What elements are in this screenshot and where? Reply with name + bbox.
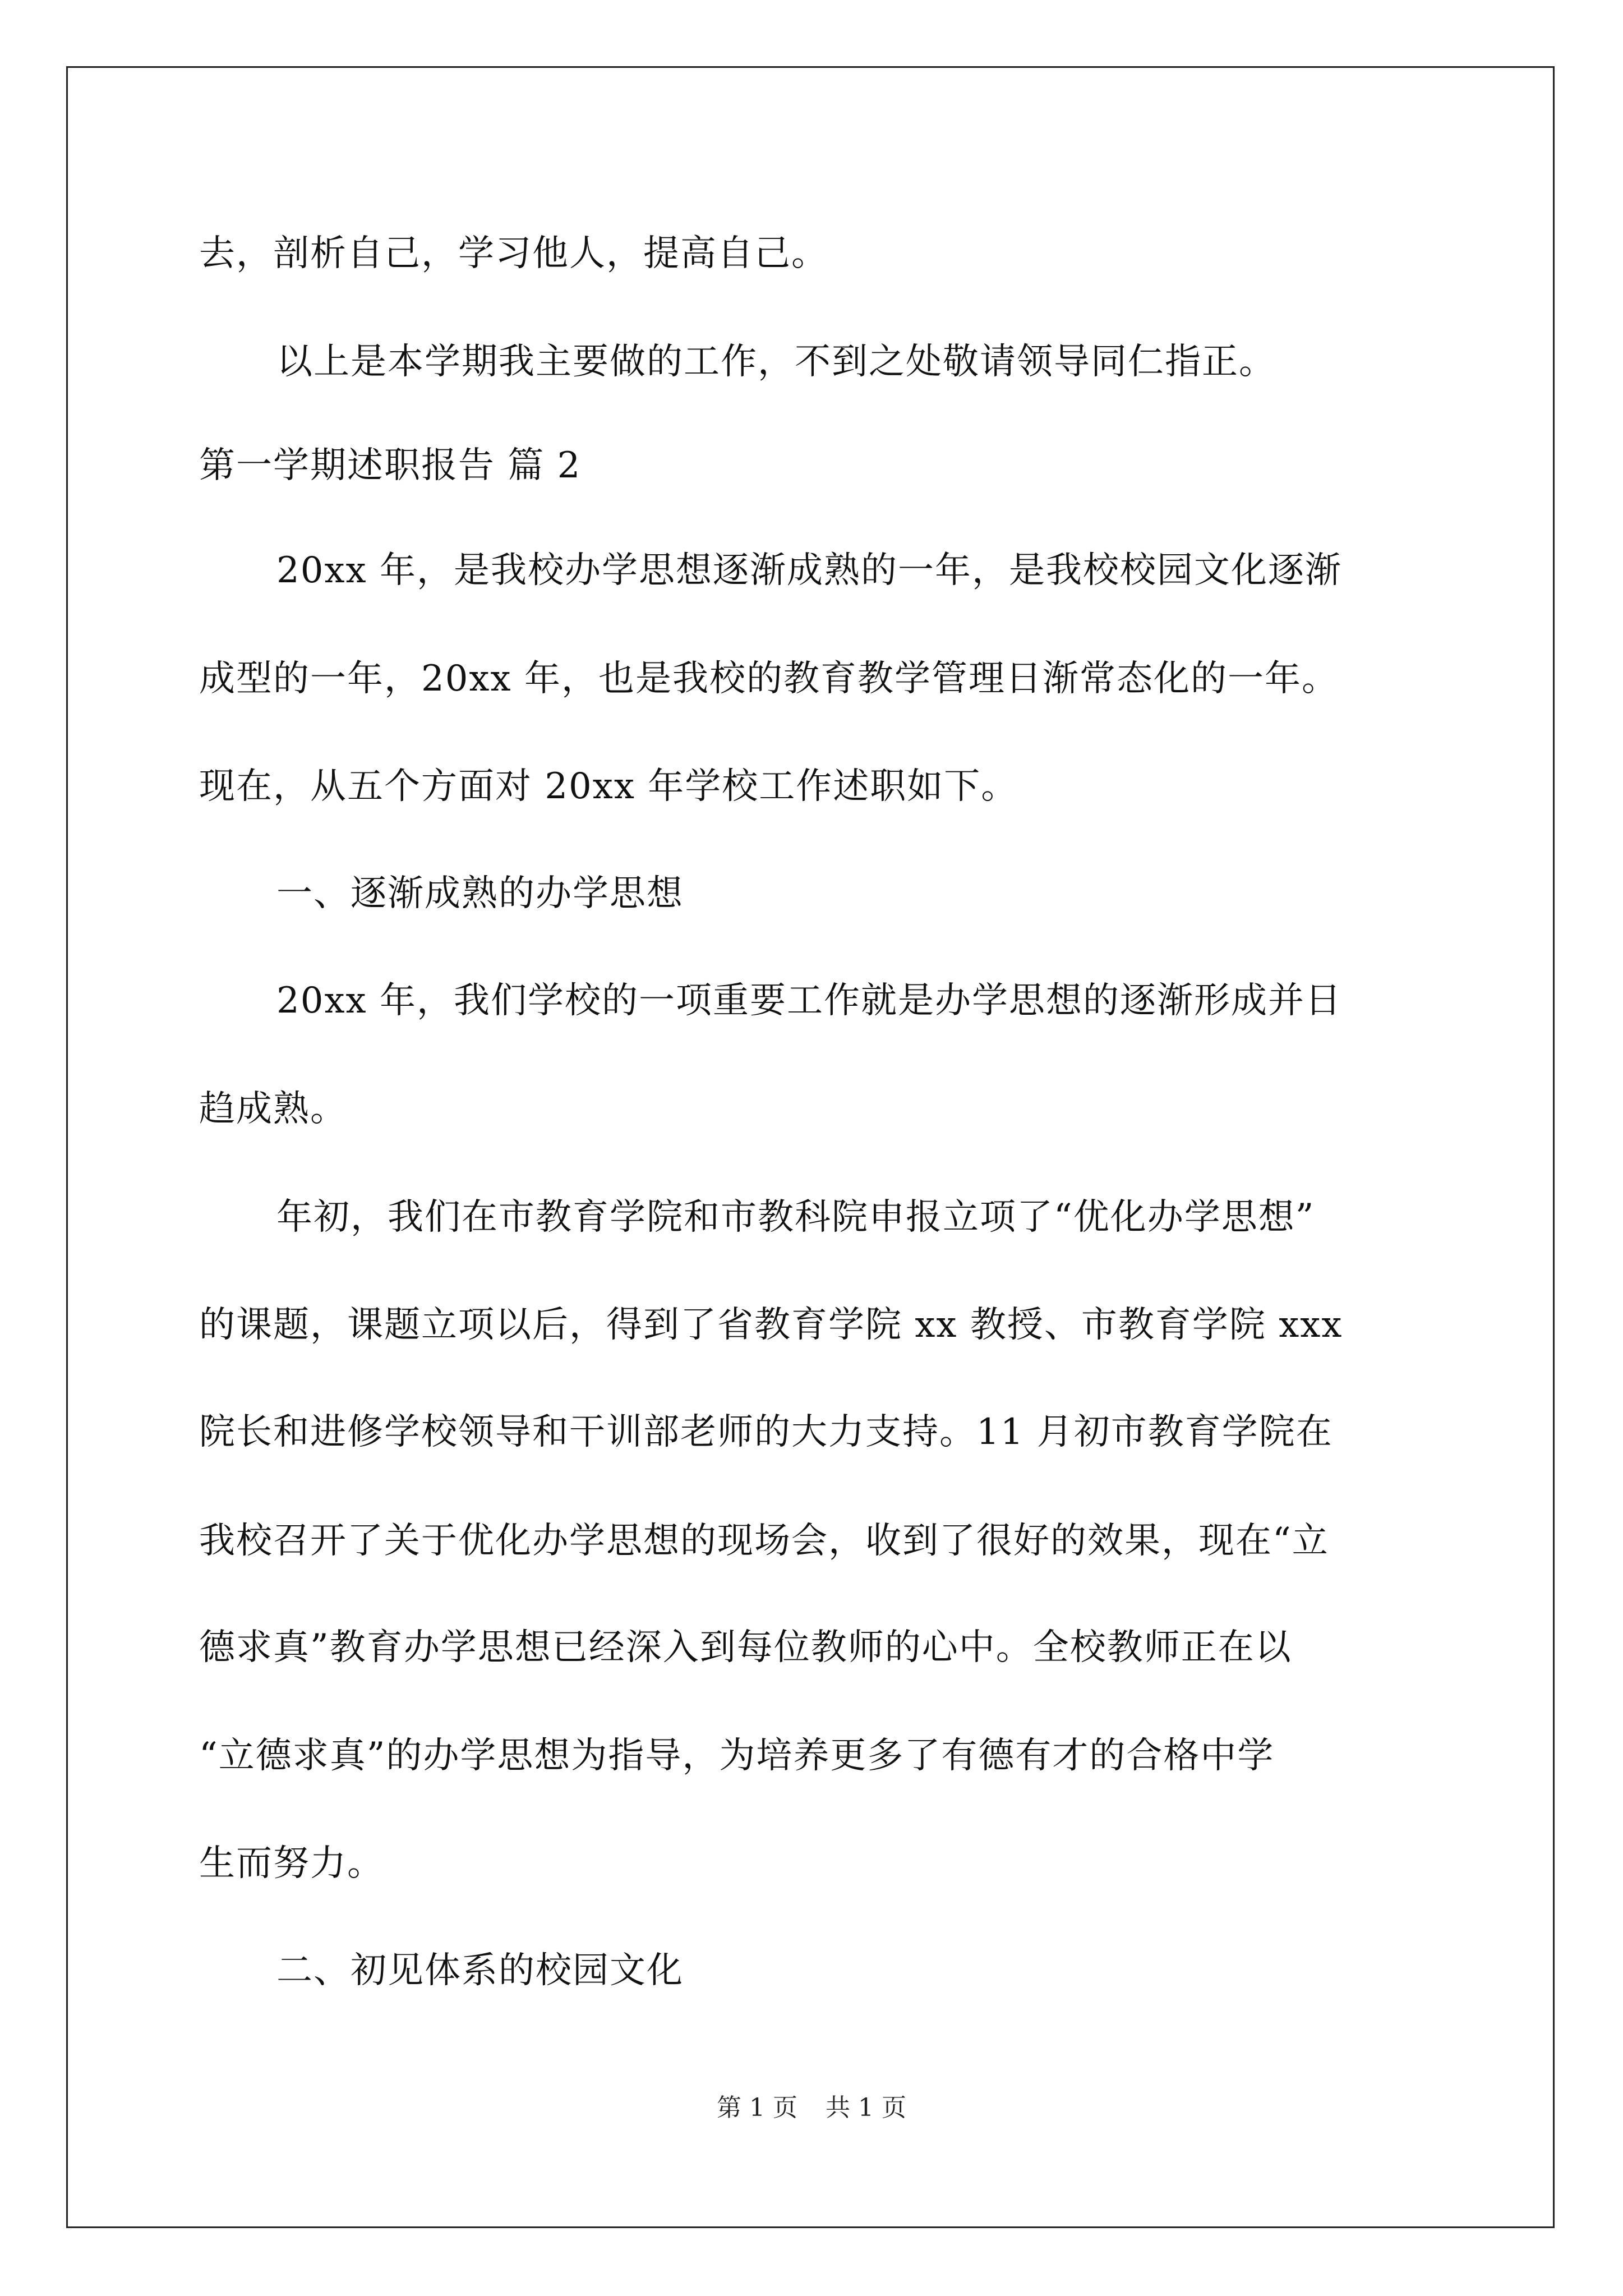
paragraph-line: “立德求真”的办学思想为指导，为培养更多了有德有才的合格中学 [199, 1735, 1275, 1777]
paragraph-line: 去，剖析自己，学习他人，提高自己。 [199, 233, 828, 274]
paragraph-line: 年初，我们在市教育学院和市教科院申报立项了“优化办学思想” [276, 1197, 1315, 1238]
page-total: 共 1 页 [826, 2093, 906, 2122]
paragraph-line: 成型的一年，20xx 年，也是我校的教育教学管理日渐常态化的一年。 [199, 658, 1339, 700]
paragraph-line: 我校召开了关于优化办学思想的现场会，收到了很好的效果，现在“立 [199, 1520, 1329, 1562]
paragraph-line: 院长和进修学校领导和干训部老师的大力支持。11 月初市教育学院在 [199, 1411, 1333, 1453]
subheading: 一、逐渐成熟的办学思想 [276, 873, 684, 914]
page-number: 第 1 页 [717, 2093, 797, 2122]
paragraph-line: 现在，从五个方面对 20xx 年学校工作述职如下。 [199, 766, 1018, 807]
paragraph-line: 20xx 年，是我校办学思想逐渐成熟的一年，是我校校园文化逐渐 [276, 550, 1342, 591]
subheading: 二、初见体系的校园文化 [276, 1950, 684, 1991]
paragraph-line: 以上是本学期我主要做的工作，不到之处敬请领导同仁指正。 [276, 341, 1276, 383]
paragraph-line: 20xx 年，我们学校的一项重要工作就是办学思想的逐渐形成并日 [276, 980, 1342, 1022]
page-footer [0, 2091, 1623, 2125]
paragraph-line: 生而努力。 [199, 1843, 384, 1884]
paragraph-line: 的课题，课题立项以后，得到了省教育学院 xx 教授、市教育学院 xxx [199, 1304, 1343, 1346]
section-heading: 第一学期述职报告 篇 2 [199, 445, 582, 486]
page-frame [66, 66, 1555, 2228]
paragraph-line: 趋成熟。 [199, 1088, 347, 1130]
paragraph-line: 德求真”教育办学思想已经深入到每位教师的心中。全校教师正在以 [199, 1627, 1292, 1668]
